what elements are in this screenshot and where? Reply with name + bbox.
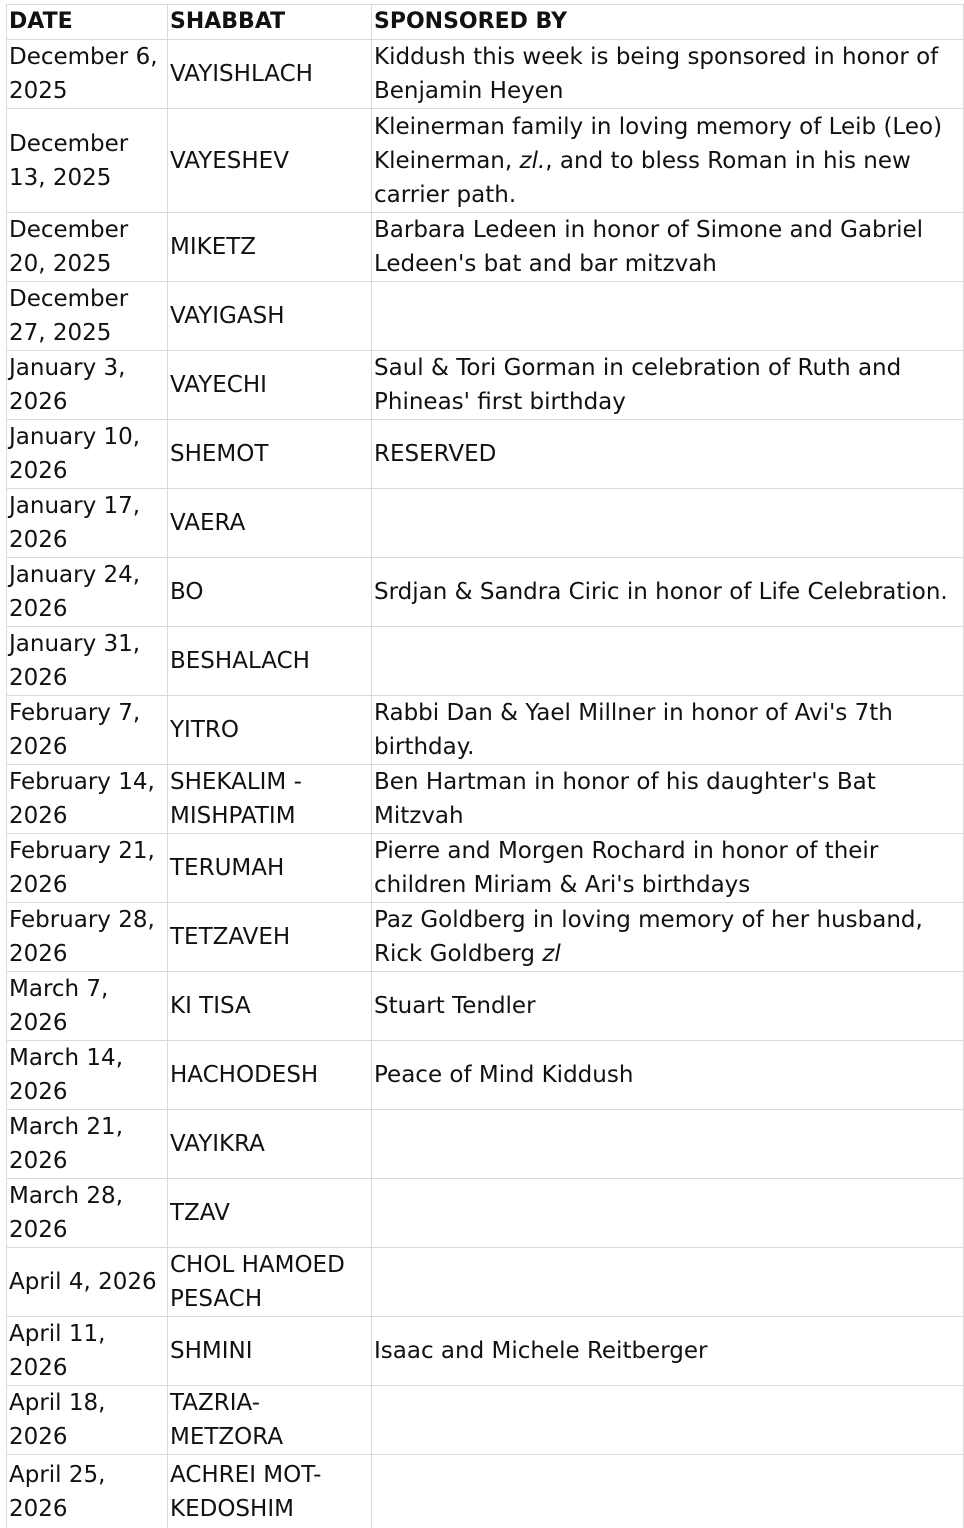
shabbat-cell: SHMINI xyxy=(168,1317,372,1386)
sponsor-cell xyxy=(372,1179,964,1248)
sponsor-cell xyxy=(372,1110,964,1179)
shabbat-cell: VAERA xyxy=(168,489,372,558)
table-row xyxy=(7,972,964,1041)
sponsor-text-end: , and to bless Roman in his new carrier path. xyxy=(374,147,911,208)
shabbat-cell: VAYIGASH xyxy=(168,282,372,351)
table-row xyxy=(7,1248,964,1317)
date-cell: April 25, 2026 xyxy=(7,1455,168,1528)
date-cell: March 21, 2026 xyxy=(7,1110,168,1179)
shabbat-cell: SHEMOT xyxy=(168,420,372,489)
date-cell: February 14, 2026 xyxy=(7,765,168,834)
table-row xyxy=(7,109,964,213)
date-cell: April 11, 2026 xyxy=(7,1317,168,1386)
date-cell: January 24, 2026 xyxy=(7,558,168,627)
table-row xyxy=(7,834,964,903)
sponsor-cell xyxy=(372,489,964,558)
shabbat-cell: ACHREI MOT-KEDOSHIM xyxy=(168,1455,372,1528)
header-date: DATE xyxy=(7,5,168,40)
shabbat-cell: TETZAVEH xyxy=(168,903,372,972)
shabbat-cell: TERUMAH xyxy=(168,834,372,903)
date-cell: March 28, 2026 xyxy=(7,1179,168,1248)
sponsor-cell xyxy=(372,1455,964,1528)
sponsor-cell: Pierre and Morgen Rochard in honor of their children Miriam & Ari's birthdays xyxy=(372,834,964,903)
table-row xyxy=(7,489,964,558)
table-row xyxy=(7,420,964,489)
sponsor-cell: RESERVED xyxy=(372,420,964,489)
date-cell: February 21, 2026 xyxy=(7,834,168,903)
table-row xyxy=(7,282,964,351)
table-row xyxy=(7,1041,964,1110)
table-row xyxy=(7,558,964,627)
date-cell: December 13, 2025 xyxy=(7,109,168,213)
date-cell: March 14, 2026 xyxy=(7,1041,168,1110)
table-row xyxy=(7,213,964,282)
shabbat-cell: CHOL HAMOED PESACH xyxy=(168,1248,372,1317)
header-shabbat: SHABBAT xyxy=(168,5,372,40)
date-cell: April 18, 2026 xyxy=(7,1386,168,1455)
table-row xyxy=(7,1317,964,1386)
sponsor-cell: Peace of Mind Kiddush xyxy=(372,1041,964,1110)
table-row xyxy=(7,627,964,696)
sponsor-abbrev: zl xyxy=(542,941,561,967)
sponsor-cell: Kiddush this week is being sponsored in honor of Benjamin Heyen xyxy=(372,40,964,109)
schedule-table xyxy=(6,4,964,1528)
shabbat-cell: VAYESHEV xyxy=(168,109,372,213)
date-cell: February 7, 2026 xyxy=(7,696,168,765)
sponsor-cell xyxy=(372,1386,964,1455)
date-cell: April 4, 2026 xyxy=(7,1248,168,1317)
shabbat-cell: MIKETZ xyxy=(168,213,372,282)
date-cell: December 20, 2025 xyxy=(7,213,168,282)
table-row xyxy=(7,903,964,972)
sponsor-cell: Saul & Tori Gorman in celebration of Ruth and Phineas' first birthday xyxy=(372,351,964,420)
sponsor-cell xyxy=(372,627,964,696)
shabbat-cell: VAYIKRA xyxy=(168,1110,372,1179)
sponsor-cell: Stuart Tendler xyxy=(372,972,964,1041)
shabbat-cell: HACHODESH xyxy=(168,1041,372,1110)
sponsor-cell xyxy=(372,282,964,351)
table-row xyxy=(7,1110,964,1179)
table-row xyxy=(7,1455,964,1528)
table-row xyxy=(7,1386,964,1455)
shabbat-cell: VAYECHI xyxy=(168,351,372,420)
date-cell: January 3, 2026 xyxy=(7,351,168,420)
date-cell: January 10, 2026 xyxy=(7,420,168,489)
sponsor-cell: Srdjan & Sandra Ciric in honor of Life Celebration. xyxy=(372,558,964,627)
header-sponsored-by: SPONSORED BY xyxy=(372,5,964,40)
shabbat-cell: TAZRIA-METZORA xyxy=(168,1386,372,1455)
shabbat-cell: VAYISHLACH xyxy=(168,40,372,109)
shabbat-cell: BESHALACH xyxy=(168,627,372,696)
sponsor-abbrev: zl. xyxy=(519,147,546,174)
sponsor-cell xyxy=(372,1248,964,1317)
sponsor-text: Kleinerman family in loving memory of Leib (Leo) Kleinerman, xyxy=(374,113,943,174)
date-cell: January 31, 2026 xyxy=(7,627,168,696)
sponsor-cell: Isaac and Michele Reitberger xyxy=(372,1317,964,1386)
sponsor-cell: Barbara Ledeen in honor of Simone and Gabriel Ledeen's bat and bar mitzvah xyxy=(372,213,964,282)
shabbat-cell: KI TISA xyxy=(168,972,372,1041)
table-row xyxy=(7,40,964,109)
sponsor-cell: Rabbi Dan & Yael Millner in honor of Avi's 7th birthday. xyxy=(372,696,964,765)
shabbat-cell: SHEKALIM - MISHPATIM xyxy=(168,765,372,834)
date-cell: January 17, 2026 xyxy=(7,489,168,558)
shabbat-cell: YITRO xyxy=(168,696,372,765)
table-row xyxy=(7,765,964,834)
date-cell: February 28, 2026 xyxy=(7,903,168,972)
shabbat-cell: BO xyxy=(168,558,372,627)
shabbat-cell: TZAV xyxy=(168,1179,372,1248)
sponsor-cell xyxy=(372,109,964,213)
sponsor-text: Paz Goldberg in loving memory of her husband, Rick Goldberg xyxy=(374,907,923,967)
date-cell: December 27, 2025 xyxy=(7,282,168,351)
sponsor-cell: Ben Hartman in honor of his daughter's Bat Mitzvah xyxy=(372,765,964,834)
sponsor-cell xyxy=(372,903,964,972)
date-cell: March 7, 2026 xyxy=(7,972,168,1041)
header-row xyxy=(7,5,964,40)
table-row xyxy=(7,1179,964,1248)
date-cell: December 6, 2025 xyxy=(7,40,168,109)
table-row xyxy=(7,351,964,420)
table-row xyxy=(7,696,964,765)
